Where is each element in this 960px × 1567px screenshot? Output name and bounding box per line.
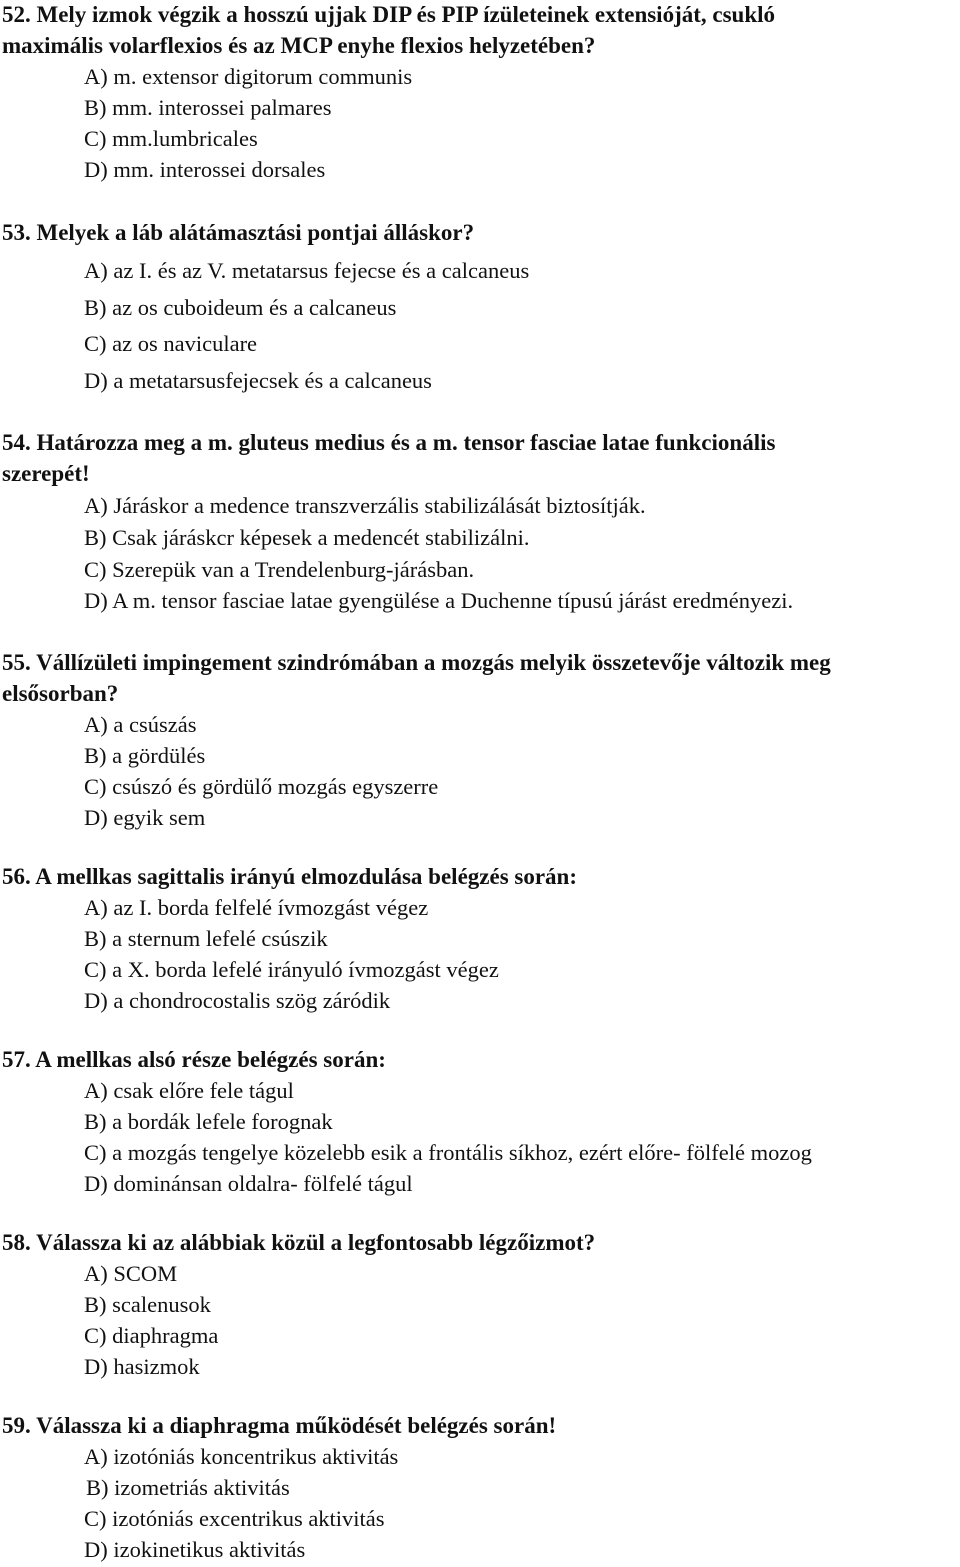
question-54-option-a: A) Járáskor a medence transzverzális stabilizálását biztosítják. <box>84 493 646 518</box>
question-52-title-line-2: maximális volarflexios és az MCP enyhe flexios helyzetében? <box>2 33 596 58</box>
question-59-option-c: C) izotóniás excentrikus aktivitás <box>84 1506 385 1531</box>
question-58-option-b: B) scalenusok <box>84 1292 211 1317</box>
question-53-option-c: C) az os naviculare <box>84 331 258 356</box>
question-56-option-b: B) a sternum lefelé csúszik <box>84 926 328 951</box>
question-53-option-a: A) az I. és az V. metatarsus fejecse és a calcaneus <box>84 258 530 283</box>
question-55-option-c: C) csúszó és gördülő mozgás egyszerre <box>84 774 439 799</box>
question-59-title: 59. Válassza ki a diaphragma működését belégzés során! <box>2 1413 557 1438</box>
question-56-option-c: C) a X. borda lefelé irányuló ívmozgást végez <box>84 957 499 982</box>
question-56-option-a: A) az I. borda felfelé ívmozgást végez <box>84 895 429 920</box>
question-58-option-c: C) diaphragma <box>84 1323 219 1348</box>
question-55-option-a: A) a csúszás <box>84 712 197 737</box>
question-53-option-b: B) az os cuboideum és a calcaneus <box>84 295 397 320</box>
question-54-option-c: C) Szerepük van a Trendelenburg-járásban. <box>84 557 475 582</box>
question-58-option-d: D) hasizmok <box>84 1354 200 1379</box>
question-57-option-a: A) csak előre fele tágul <box>84 1078 294 1103</box>
question-52-option-a: A) m. extensor digitorum communis <box>84 64 413 89</box>
question-54-title-line-1: 54. Határozza meg a m. gluteus medius és a m. tensor fasciae latae funkcionális <box>2 430 776 455</box>
question-54-option-d: D) A m. tensor fasciae latae gyengülése a Duchenne típusú járást eredményezi. <box>84 588 794 613</box>
question-58-option-a: A) SCOM <box>84 1261 178 1286</box>
question-53-option-d: D) a metatarsusfejecsek és a calcaneus <box>84 368 432 393</box>
question-59-option-a: A) izotóniás koncentrikus aktivitás <box>84 1444 399 1469</box>
question-54-option-b: B) Csak járáskcr képesek a medencét stabilizálni. <box>84 525 530 550</box>
question-59-option-b: B) izometriás aktivitás <box>86 1475 290 1500</box>
question-55-title-line-1: 55. Vállízületi impingement szindrómában a mozgás melyik összetevője változik meg <box>2 650 831 675</box>
question-52-option-b: B) mm. interossei palmares <box>84 95 332 120</box>
question-56-title: 56. A mellkas sagittalis irányú elmozdulása belégzés során: <box>2 864 577 889</box>
question-57-title: 57. A mellkas alsó része belégzés során: <box>2 1047 386 1072</box>
question-56-option-d: D) a chondrocostalis szög záródik <box>84 988 391 1013</box>
question-58-title: 58. Válassza ki az alábbiak közül a legfontosabb légzőizmot? <box>2 1230 596 1255</box>
question-52-title-line-1: 52. Mely izmok végzik a hosszú ujjak DIP és PIP ízületeinek extensióját, csukló <box>2 2 776 27</box>
question-54-title-line-2: szerepét! <box>2 461 90 486</box>
question-55-option-d: D) egyik sem <box>84 805 206 830</box>
question-55-title-line-2: elsősorban? <box>2 681 119 706</box>
question-57-option-b: B) a bordák lefele forognak <box>84 1109 333 1134</box>
question-52-option-c: C) mm.lumbricales <box>84 126 258 151</box>
question-55-option-b: B) a gördülés <box>84 743 206 768</box>
question-53-title: 53. Melyek a láb alátámasztási pontjai álláskor? <box>2 220 475 245</box>
question-59-option-d: D) izokinetikus aktivitás <box>84 1537 306 1562</box>
question-57-option-c: C) a mozgás tengelye közelebb esik a frontális síkhoz, ezért előre- fölfelé mozog <box>84 1140 812 1165</box>
question-52-option-d: D) mm. interossei dorsales <box>84 157 326 182</box>
question-57-option-d: D) dominánsan oldalra- fölfelé tágul <box>84 1171 413 1196</box>
